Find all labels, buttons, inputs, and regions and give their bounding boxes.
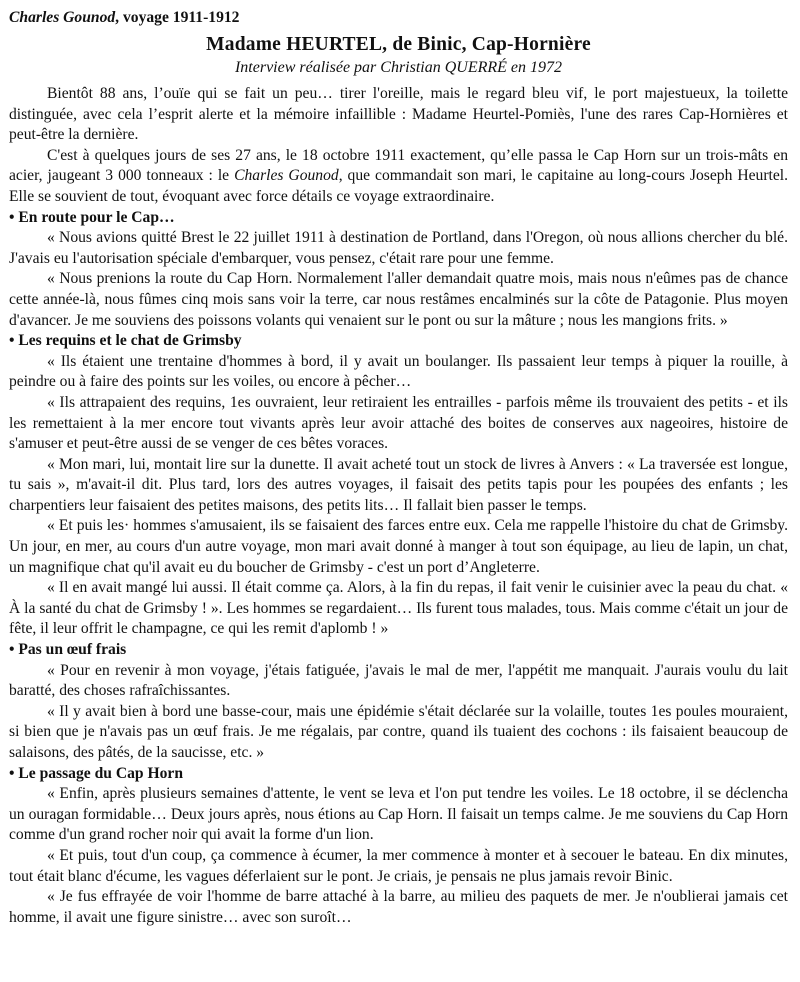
paragraph: « Il en avait mangé lui aussi. Il était comme ça. Alors, à la fin du repas, il fait venir le cuisinier avec la peau du chat. « À la santé du chat de Grimsby ! ». Les hommes se regardaient… Ils furent tous malades, tous. Mais comme c'était un jour de fête, il leur offrit le champagne, ce qui les remit d'aplomb ! »: [9, 579, 788, 638]
paragraph: « Il y avait bien à bord une basse-cour, mais une épidémie s'était déclarée sur la volaille, toutes 1es poules mouraient, si bien que je n'avais pas un œuf frais. Je me régalais, par contre, quand ils tuaient des cochons : ils faisaient beaucoup de salaisons, des pâtés, de la saucisse, etc. »: [9, 702, 788, 761]
paragraph: « Nous prenions la route du Cap Horn. Normalement l'aller demandait quatre mois, mais nous n'eûmes pas de chance cette année-là, nous fûmes cinq mois sans voir la terre, car nous restâmes encalminés sur la côte de Patagonie. Plus moyen d'avancer. Je me souviens des poissons volants qui venaient sur le pont ou sur la mâture ; nous les mangions frits. »: [9, 270, 788, 329]
section-heading: • Les requins et le chat de Grimsby: [9, 332, 242, 350]
section-heading: • En route pour le Cap…: [9, 208, 175, 226]
paragraph: « Pour en revenir à mon voyage, j'étais fatiguée, j'avais le mal de mer, l'appétit me manquait. J'aurais voulu du lait baratté, des choses rafraîchissantes.: [9, 661, 788, 700]
header-voyage: , voyage 1911-1912: [115, 9, 240, 26]
article-subtitle: Interview réalisée par Christian QUERRÉ en 1972: [234, 59, 563, 76]
paragraph: « Ils étaient une trentaine d'hommes à bord, il y avait un boulanger. Ils passaient leur temps à piquer la rouille, à peindre ou à faire des points sur les voiles, ou encore à pêcher…: [9, 352, 788, 391]
paragraph: « Je fus effrayée de voir l'homme de barre attaché à la barre, au milieu des paquets de mer. Je n'oublierai jamais cet homme, il avait une figure sinistre… avec son suroît…: [9, 888, 788, 926]
intro-paragraph: [9, 146, 788, 208]
running-header: [9, 8, 788, 28]
intro-text: , que commandait son mari, le capitaine au long-cours Joseph Heurtel. Elle se souvient de tout, évoquant avec force détails ce voyage extraordinaire.: [9, 167, 789, 205]
ship-name: Charles Gounod: [234, 167, 339, 185]
paragraph: « Mon mari, lui, montait lire sur la dunette. Il avait acheté tout un stock de livres à Anvers : « La traversée est longue, tu sais », m'avait-il dit. Plus tard, lors des autres voyages, il faisait des petits tapis pour les poupées des enfants ; les charpentiers leur faisaient des petites maisons, des petits lits… Il fallait bien passer le temps.: [9, 455, 788, 514]
section-heading: • Le passage du Cap Horn: [9, 764, 183, 782]
intro-paragraph: Bientôt 88 ans, l’ouïe qui se fait un peu… tirer l'oreille, mais le regard bleu vif, le port majestueux, la toilette distinguée, avec cela l’esprit alerte et la mémoire infaillible : Madame Heurtel-Pomiès, l'une des rares Cap-Hornières et peut-être la dernière.: [9, 85, 788, 144]
paragraph: « Enfin, après plusieurs semaines d'attente, le vent se leva et l'on put tendre les voiles. Le 18 octobre, il se déclencha un ouragan formidable… Deux jours après, nous étions au Cap Horn. Il faisait un temps calme. Je me souviens du Cap Horn comme d'un grand rocher noir qui avait la forme d'un lion.: [9, 785, 788, 844]
header-ship-name: Charles Gounod: [9, 9, 116, 26]
intro-text: C'est à quelques jours de ses 27 ans, le 18 octobre 1911 exactement, qu’elle passa le Cap Horn sur un trois-mâts en acier, jaugeant 3 000 tonneaux : le: [9, 146, 788, 185]
paragraph: « Nous avions quitté Brest le 22 juillet 1911 à destination de Portland, dans l'Oregon, où nous allions chercher du blé. J'avais eu l'autorisation spéciale d'embarquer, vous pensez, c'était rare pour une femme.: [9, 229, 788, 267]
section-heading: • Pas un œuf frais: [9, 641, 127, 659]
article-title: Madame HEURTEL, de Binic, Cap-Hornière: [206, 34, 591, 55]
paragraph: « Et puis les· hommes s'amusaient, ils se faisaient des farces entre eux. Cela me rappelle l'histoire du chat de Grimsby. Un jour, en mer, au cours d'un autre voyage, mon mari avait donné à manger à tout son équipage, au lieu de lapin, un chat, un magnifique chat qu'il avait eu du boucher de Grimsby - c'est un port d’Angleterre.: [9, 517, 788, 576]
paragraph: « Et puis, tout d'un coup, ça commence à écumer, la mer commence à monter et à secouer le bateau. En dix minutes, tout était blanc d'écume, les vagues déferlaient sur le pont. Je criais, je pensais ne plus jamais revoir Binic.: [9, 846, 788, 885]
paragraph: « Ils attrapaient des requins, 1es ouvraient, leur retiraient les entrailles - parfois même ils trouvaient des petits - et ils les remettaient à la mer encore tout vivants après leur avoir attaché des boites de conserves aux nageoires, histoire de s'amuser et peut-être aussi de se venger de ces bêtes voraces.: [9, 393, 788, 453]
